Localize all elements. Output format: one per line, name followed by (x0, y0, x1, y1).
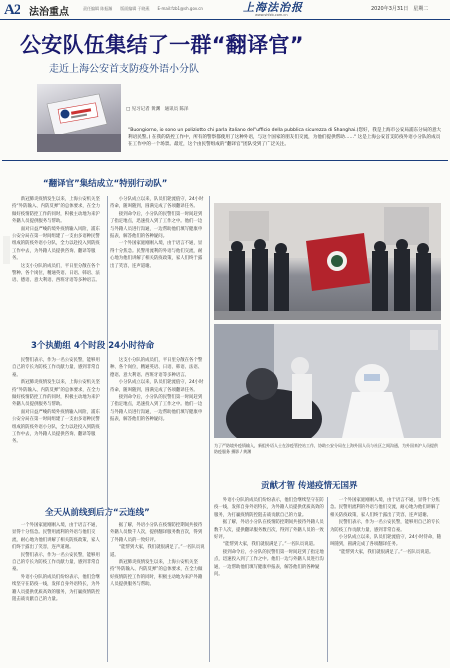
lead-paragraph: “Buongiorno, io sono un poliziotto chi parla italiano del"ufficio della pubblica sicurezza di Shanghai.(您好，我是上海市公安局浦东分局的意大利语民警。) 在我的防控工作中，所有的警察都使用了这种外语，与这个国家的朋友们交流，为他们提供帮助……" 这是上海公安首支防疫外语小分队的成员在工作中的一个场景。最近，这个由民警组成的“翻译官”团队受到了广泛关注。 (128, 128, 442, 148)
paragraph: 这支小分队的成员们，平日里分散在各个警种、各个岗位，精通英语、日语、韩语、法语、德语、意大利语、西班牙语等多种语言。 (110, 358, 203, 378)
page-number: A2 (4, 2, 21, 18)
paragraph: 据了解，外语小分队在疫情防控期间共接待外籍人员数千人次，提供翻译服务数百次，得到了外籍人员的一致好评。 (110, 523, 203, 543)
section-heading-4: 贡献才智 传递疫情无国界 (261, 481, 358, 491)
photo-police-team (214, 203, 441, 320)
paragraph: 这支小分队的成员们，平日里分散在各个警种、各个岗位，精通英语、日语、韩语、法语、德语、意大利语、西班牙语等多种语言。 (12, 263, 100, 284)
paragraph: “能帮到大家，我们就很满足了。”一名队员说道。 (222, 542, 318, 548)
paragraph: 小分队成立以来，队员们轮流值守，24小时待命，随叫随到，圆满完成了各项翻译任务。 (110, 380, 204, 393)
article-column-7 (214, 497, 324, 662)
section-heading-3: 全天从前线到后方“云连线” (45, 508, 150, 518)
column-divider (327, 497, 328, 662)
paragraph: 民警们表示，作为一名公安民警，能够用自己的专长为防疫工作贡献力量，感到非常自豪。 (12, 358, 100, 378)
margin-tab (3, 236, 10, 264)
paragraph: 新冠肺炎疫情发生以来，上海公安机关坚持“外防输入、内防反弹”的总体要求，在全力做好疫情防控工作的同时，积极主动地为来沪外籍人员提供服务与帮助。 (110, 560, 203, 588)
paragraph: 据了解，外语小分队在疫情防控期间共接待外籍人员数千人次，提供翻译服务数百次，得到了外籍人员的一致好评。 (214, 520, 324, 541)
article-column-4 (110, 357, 206, 495)
article-column-5 (12, 522, 104, 662)
column-divider (209, 196, 210, 662)
section-heading-2: 3个执勤组 4个时段 24小时待命 (31, 341, 155, 351)
paragraph: 面对日益严峻的境外疫情输入风险，浦东公安分局在第一时间组建了一支由多语种民警组成的防疫外语小分队，全力以赴投入到防疫工作中去，为外籍人员提供咨询、翻译等服务。 (12, 226, 100, 262)
masthead (0, 0, 450, 20)
byline: □ 见习记者 黄渊 通讯员 陈泽 (126, 107, 189, 112)
article-column-2 (110, 196, 206, 333)
paragraph: 一个外国家庭刚刚入境，由于语言不通，显得十分焦急。民警用流利的外语与他们交流，耐心地为他们讲解了相关防疫政策，家人们终于露出了笑容，连声道谢。 (330, 498, 440, 518)
paragraph: 接到命令后，小分队的民警们第一时间赶到了指定地点，迅速投入到了工作之中。他们一边与外籍人员进行沟通，一边帮助他们填写健康申报表，解答他们的各种疑问。 (214, 549, 324, 578)
article-column-3 (12, 357, 104, 495)
paragraph: 外语小分队的成员们纷纷表示，他们会继续坚守在防疫一线，发挥自身外语特长，为外籍人员提供优质高效的服务，为打赢疫情防控阻击战贡献自己的力量。 (214, 498, 324, 518)
paragraph: 小分队成立以来，队员们轮流值守，24小时待命，随叫随到，圆满完成了各项翻译任务。 (110, 197, 204, 210)
page-headline: 公安队伍集结了一群“翻译官” (20, 33, 304, 57)
photo-armband (37, 84, 121, 152)
website-url: www.shfzb.com.cn (255, 13, 288, 17)
issue-date: 2020年3月31日 星期二 (371, 6, 429, 12)
editor-info: 责任编辑 陈振瀚 版面编辑 于晓燕 E-mail:fzb1@sh.gov.cn (83, 6, 203, 11)
column-divider (107, 196, 108, 662)
paragraph: “能帮到大家，我们就很满足了。”一名队员说道。 (338, 549, 434, 555)
paragraph: 小分队成立以来，队员们轮流值守，24小时待命，随叫随到，圆满完成了各项翻译任务。 (330, 535, 441, 548)
paragraph: 新冠肺炎疫情发生以来，上海公安机关坚持“外防输入、内防反弹”的总体要求，在全力做好疫情防控工作的同时，积极主动地为来沪外籍人员提供服务与帮助。 (12, 197, 100, 225)
paragraph: 面对日益严峻的境外疫情输入风险，浦东公安分局在第一时间组建了一支由多语种民警组成的防疫外语小分队，全力以赴投入到防疫工作中去，为外籍人员提供咨询、翻译等服务。 (12, 409, 100, 445)
sub-headline: 走近上海公安首支防疫外语小分队 (49, 64, 199, 75)
paragraph: 民警们表示，作为一名公安民警，能够用自己的专长为防疫工作贡献力量，感到非常自豪。 (12, 552, 100, 573)
section-heading-1: “翻译官”集结成立“特别行动队” (43, 179, 168, 189)
paragraph: “能帮到大家，我们就很满足了。”一名队员说道。 (110, 545, 205, 558)
photo-caption: 为了严防境外疫情输入，新组外语人士在涉疫管控站工作，协助公安分局在上海外国人员与社区之间沟通，为外国来沪人员提供防疫服务 摄影 / 黄渊 (214, 443, 438, 454)
paragraph: 一个外国家庭刚刚入境，由于语言不通，显得十分焦急。民警用流利的外语与他们交流，耐心地为他们讲解了相关防疫政策，家人们终于露出了笑容，连声道谢。 (110, 241, 203, 269)
article-column-6 (110, 522, 206, 662)
paragraph: 一个外国家庭刚刚入境，由于语言不通，显得十分焦急。民警用流利的外语与他们交流，耐心地为他们讲解了相关防疫政策，家人们终于露出了笑容，连声道谢。 (12, 523, 100, 551)
section-title: 法治重点 (29, 7, 69, 18)
paragraph: 接到命令后，小分队的民警们第一时间赶到了指定地点，迅速投入到了工作之中。他们一边与外籍人员进行沟通，一边帮助他们填写健康申报表，解答他们的各种疑问。 (110, 211, 203, 240)
article-column-8 (330, 497, 442, 662)
photo-medical-staff (214, 324, 441, 438)
paragraph: 民警们表示，作为一名公安民警，能够用自己的专长为防疫工作贡献力量，感到非常自豪。 (330, 520, 440, 533)
paragraph: 接到命令后，小分队的民警们第一时间赶到了指定地点，迅速投入到了工作之中。他们一边与外籍人员进行沟通，一边帮助他们填写健康申报表，解答他们的各种疑问。 (110, 395, 203, 423)
divider (2, 160, 448, 161)
paragraph: 外语小分队的成员们纷纷表示，他们会继续坚守在防疫一线，发挥自身外语特长，为外籍人员提供优质高效的服务，为打赢疫情防控阻击战贡献自己的力量。 (12, 574, 100, 603)
paragraph: 新冠肺炎疫情发生以来，上海公安机关坚持“外防输入、内防反弹”的总体要求，在全力做好疫情防控工作的同时，积极主动地为来沪外籍人员提供服务与帮助。 (12, 380, 100, 408)
newspaper-logo: 上海法治报 (243, 2, 303, 13)
article-column-1 (12, 196, 104, 333)
